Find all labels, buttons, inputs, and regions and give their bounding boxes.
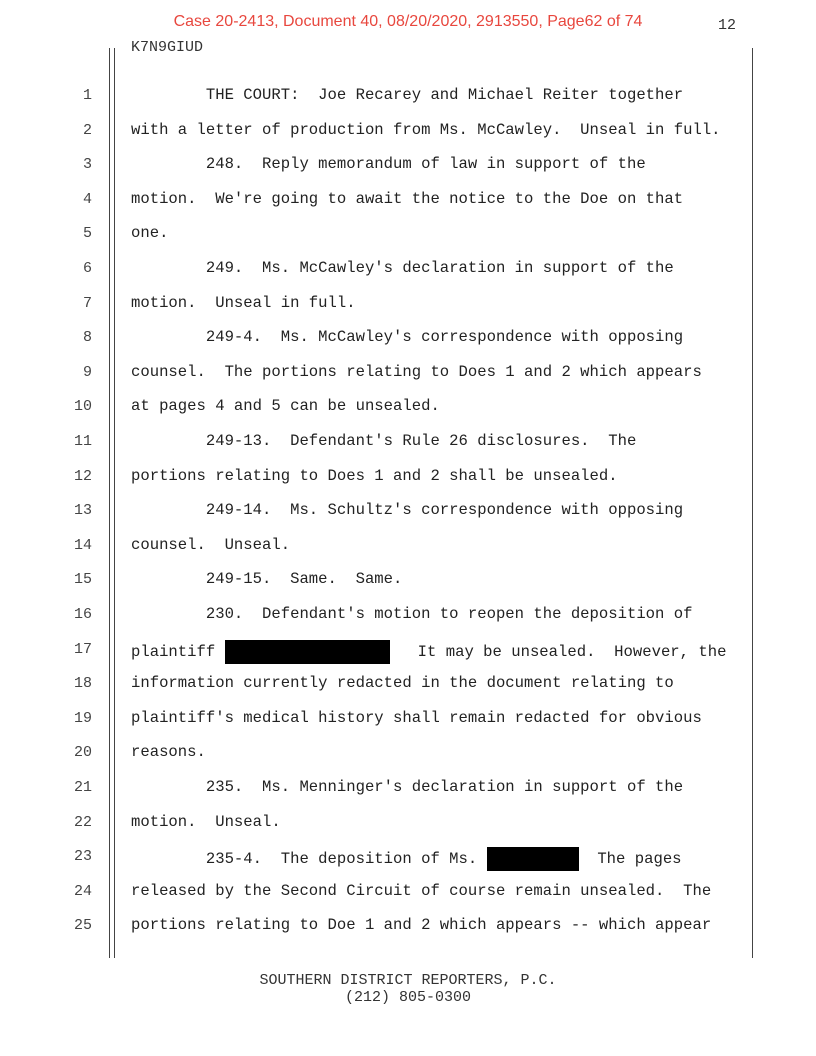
line-text-segment: information currently redacted in the document relating to <box>131 674 674 693</box>
transcript-line <box>131 467 618 485</box>
line-number: 22 <box>73 813 92 831</box>
line-number: 7 <box>82 294 92 312</box>
line-number: 19 <box>73 709 92 727</box>
transcript-line <box>131 224 168 242</box>
line-number: 23 <box>73 848 92 866</box>
line-text-segment: 235. Ms. Menninger's declaration in support of the <box>131 778 684 796</box>
transcript-line <box>131 328 683 346</box>
transcript-line <box>131 190 683 208</box>
line-text-segment: portions relating to Does 1 and 2 shall be unsealed. <box>131 466 618 485</box>
line-text-segment: with a letter of production from Ms. McCawley. Unseal in full. <box>131 120 721 139</box>
case-header-stamp: Case 20-2413, Document 40, 08/20/2020, 2913550, Page62 of 74 <box>173 13 643 30</box>
line-text-segment: plaintiff <box>131 642 225 661</box>
line-text-segment: plaintiff's medical history shall remain redacted for obvious <box>131 708 702 727</box>
line-number: 25 <box>73 917 92 935</box>
line-text-segment: 248. Reply memorandum of law in support of the <box>131 155 646 174</box>
line-text-segment: 249-15. Same. Same. <box>131 570 403 589</box>
line-number: 21 <box>73 779 92 796</box>
footer-phone: (212) 805-0300 <box>344 989 472 1006</box>
transcript-line <box>131 674 674 692</box>
transcript-line <box>131 570 402 588</box>
line-text-segment: motion. We're going to await the notice to the Doe on that <box>131 189 684 208</box>
line-text-segment: 249-13. Defendant's Rule 26 disclosures. The <box>131 432 637 450</box>
transcript-line <box>131 155 646 173</box>
redaction-block <box>487 847 579 871</box>
transcript-line <box>131 605 692 623</box>
line-text-segment: 235-4. The deposition of Ms. <box>131 850 487 869</box>
transcript-line <box>131 294 356 312</box>
line-number: 9 <box>82 363 92 381</box>
line-number: 16 <box>73 606 92 623</box>
line-text-segment: It may be unsealed. However, the <box>389 642 727 661</box>
transcript-line <box>131 882 711 900</box>
line-text-segment: motion. Unseal. <box>131 812 281 831</box>
file-identifier: K7N9GIUD <box>131 39 204 56</box>
transcript-line <box>131 363 702 381</box>
line-number: 5 <box>82 225 92 243</box>
line-number: 8 <box>82 329 92 347</box>
line-text-segment: 230. Defendant's motion to reopen the deposition of <box>131 605 693 623</box>
line-number: 15 <box>73 571 92 589</box>
line-number: 10 <box>73 398 92 416</box>
line-text-segment: reasons. <box>131 743 206 762</box>
footer-reporter-name: SOUTHERN DISTRICT REPORTERS, P.C. <box>259 972 557 989</box>
line-text-segment: THE COURT: Joe Recarey and Michael Reiter together <box>131 86 684 104</box>
redaction-block <box>225 640 390 664</box>
line-number: 13 <box>73 502 92 520</box>
line-text-segment: counsel. Unseal. <box>131 535 291 554</box>
line-text-segment: one. <box>131 224 169 243</box>
transcript-line <box>131 778 683 796</box>
line-text-segment: 249-4. Ms. McCawley's correspondence with opposing <box>131 328 684 347</box>
line-number: 2 <box>82 121 92 139</box>
transcript-line <box>131 121 721 139</box>
right-margin-rule <box>752 48 753 958</box>
transcript-line <box>131 813 281 831</box>
transcript-line <box>131 86 683 104</box>
left-margin-rule-inner <box>114 48 115 958</box>
line-number: 3 <box>82 156 92 174</box>
line-text-segment: The pages <box>578 850 682 869</box>
line-number: 12 <box>73 467 92 485</box>
line-number: 24 <box>73 882 92 900</box>
transcript-line <box>131 501 683 519</box>
transcript-line <box>131 432 636 450</box>
transcript-line <box>131 847 682 871</box>
line-text-segment: 249-14. Ms. Schultz's correspondence with opposing <box>131 501 684 520</box>
line-number: 20 <box>73 744 92 762</box>
line-number: 1 <box>82 87 92 104</box>
line-text-segment: released by the Second Circuit of course remain unsealed. The <box>131 881 712 900</box>
line-number: 4 <box>82 190 92 208</box>
line-text-segment: 249. Ms. McCawley's declaration in support of the <box>131 259 674 277</box>
transcript-line <box>131 709 702 727</box>
line-text-segment: motion. Unseal in full. <box>131 293 356 312</box>
transcript-line <box>131 640 726 664</box>
line-text-segment: counsel. The portions relating to Does 1 and 2 which appears <box>131 362 702 381</box>
line-text-segment: portions relating to Doe 1 and 2 which appears -- which appear <box>131 916 712 935</box>
line-number: 18 <box>73 675 92 693</box>
line-number: 14 <box>73 536 92 554</box>
transcript-line <box>131 536 290 554</box>
left-margin-rule-outer <box>109 48 110 958</box>
line-text-segment: at pages 4 and 5 can be unsealed. <box>131 397 440 416</box>
line-number: 6 <box>82 260 92 277</box>
transcript-line <box>131 743 206 761</box>
transcript-line <box>131 916 711 934</box>
transcript-line <box>131 397 440 415</box>
transcript-line <box>131 259 674 277</box>
page-number: 12 <box>718 17 737 34</box>
line-number: 11 <box>73 433 92 450</box>
line-number: 17 <box>73 640 92 658</box>
